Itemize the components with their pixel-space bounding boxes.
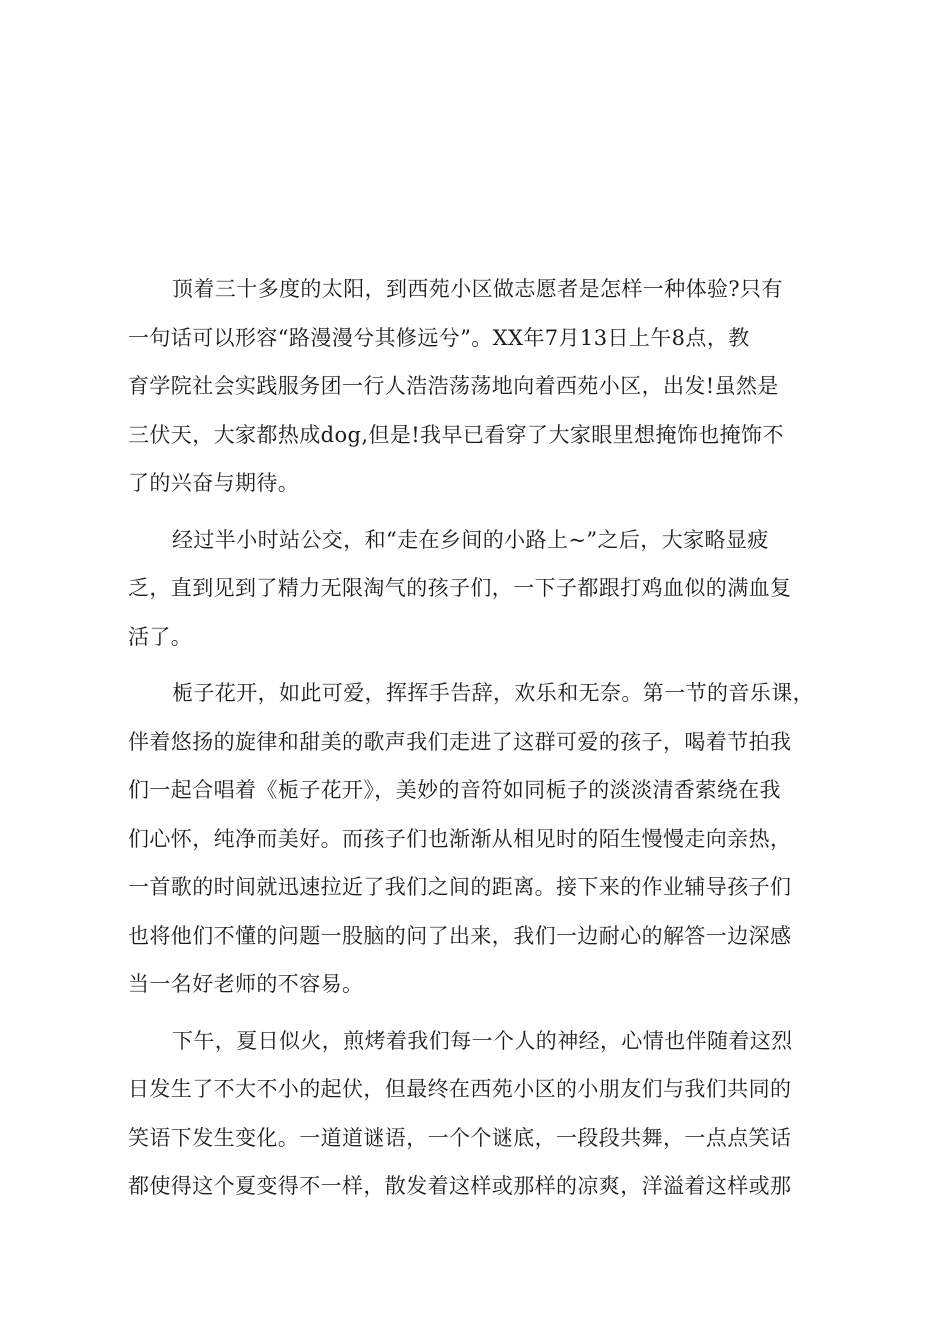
text-line: 了的兴奋与期待。	[128, 471, 300, 495]
text-line: 下午，夏日似火，煎烤着我们每一个人的神经，心情也伴随着这烈	[172, 1028, 793, 1053]
text-line: 伴着悠扬的旋律和甜美的歌声我们走进了这群可爱的孩子，喝着节拍我	[128, 729, 792, 754]
paragraph-1	[128, 265, 828, 508]
text-line: 当一名好老师的不容易。	[128, 972, 364, 996]
paragraph-4	[128, 1017, 828, 1211]
text-line: 一句话可以形容“路漫漫兮其修远兮”。XX年7月13日上午8点，教	[128, 325, 750, 350]
text-line: 乏，直到见到了精力无限淘气的孩子们，一下子都跟打鸡血似的满血复	[128, 576, 792, 600]
text-line: 栀子花开，如此可爱，挥挥手告辞，欢乐和无奈。第一节的音乐课，	[172, 681, 814, 705]
text-line: 一首歌的时间就迅速拉近了我们之间的距离。接下来的作业辅导孩子们	[128, 875, 792, 899]
text-line: 们心怀，纯净而美好。而孩子们也渐渐从相见时的陌生慢慢走向亲热，	[128, 826, 792, 851]
text-line: 笑语下发生变化。一道道谜语，一个个谜底，一段段共舞，一点点笑话	[128, 1125, 792, 1150]
text-line: 也将他们不懂的问题一股脑的问了出来，我们一边耐心的解答一边深感	[128, 923, 792, 948]
paragraph-2	[128, 516, 828, 662]
document-body	[128, 265, 828, 1219]
text-line: 日发生了不大不小的起伏，但最终在西苑小区的小朋友们与我们共同的	[128, 1077, 792, 1101]
text-line: 活了。	[128, 624, 193, 649]
text-line: 顶着三十多度的太阳，到西苑小区做志愿者是怎样一种体验?只有	[172, 277, 783, 301]
text-line: 育学院社会实践服务团一行人浩浩荡荡地向着西苑小区，出发!虽然是	[128, 374, 779, 398]
paragraph-3	[128, 669, 828, 1009]
text-line: 们一起合唱着《栀子花开》，美妙的音符如同栀子的淡淡清香萦绕在我	[128, 778, 781, 802]
text-line: 经过半小时站公交，和“走在乡间的小路上~”之后，大家略显疲	[172, 527, 769, 552]
text-line: 三伏天，大家都热成dog,但是!我早已看穿了大家眼里想掩饰也掩饰不	[128, 422, 784, 447]
text-line: 都使得这个夏变得不一样，散发着这样或那样的凉爽，洋溢着这样或那	[128, 1174, 792, 1198]
